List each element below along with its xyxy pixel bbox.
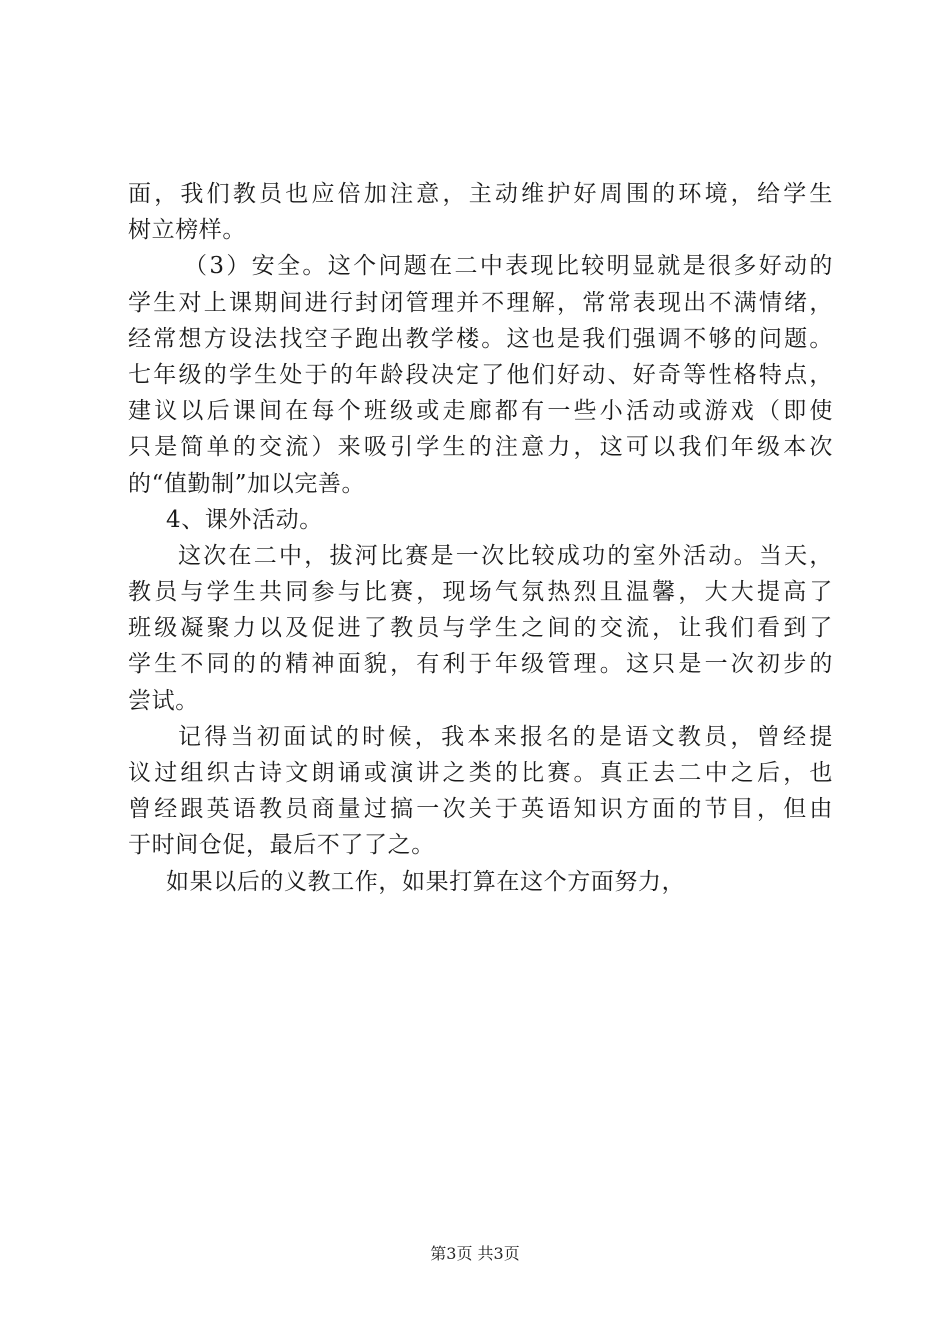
paragraph-line: 班级凝聚力以及促进了教员与学生之间的交流，让我们看到了 xyxy=(128,615,833,642)
paragraph-line: 建议以后课间在每个班级或走廊都有一些小活动或游戏（即使 xyxy=(128,398,833,425)
paragraph-line: 曾经跟英语教员商量过搞一次关于英语知识方面的节目，但由 xyxy=(128,796,833,823)
page-footer: 第3页 共3页 xyxy=(430,1244,520,1263)
paragraph-line: 这次在二中，拔河比赛是一次比较成功的室外活动。当天， xyxy=(178,542,833,569)
section-heading: 4、课外活动。 xyxy=(166,506,323,533)
paragraph-line: 议过组织古诗文朗诵或演讲之类的比赛。真正去二中之后，也 xyxy=(128,760,833,786)
paragraph-line: 于时间仓促，最后不了了之。 xyxy=(128,832,435,859)
paragraph-line: 的“值勤制”加以完善。 xyxy=(128,470,366,497)
paragraph-line: 树立榜样。 xyxy=(128,217,246,244)
document-body xyxy=(128,176,833,900)
paragraph-line: 七年级的学生处于的年龄段决定了他们好动、好奇等性格特点， xyxy=(128,361,833,388)
paragraph-line: 学生不同的的精神面貌，有利于年级管理。这只是一次初步的 xyxy=(128,651,833,678)
paragraph-line: 学生对上课期间进行封闭管理并不理解，常常表现出不满情绪， xyxy=(128,289,833,316)
paragraph-line: 如果以后的义教工作，如果打算在这个方面努力， xyxy=(166,868,686,895)
paragraph-line: 教员与学生共同参与比赛，现场气氛热烈且温馨，大大提高了 xyxy=(128,579,833,606)
paragraph-line: （3）安全。这个问题在二中表现比较明显就是很多好动的 xyxy=(184,253,833,280)
paragraph-line: 经常想方设法找空子跑出教学楼。这也是我们强调不够的问题。 xyxy=(128,325,833,352)
paragraph-line: 记得当初面试的时候，我本来报名的是语文教员，曾经提 xyxy=(178,723,833,750)
paragraph-line: 尝试。 xyxy=(128,687,199,714)
paragraph-line: 面，我们教员也应倍加注意，主动维护好周围的环境，给学生 xyxy=(128,181,833,207)
paragraph-line: 只是简单的交流）来吸引学生的注意力，这可以我们年级本次 xyxy=(128,434,833,461)
